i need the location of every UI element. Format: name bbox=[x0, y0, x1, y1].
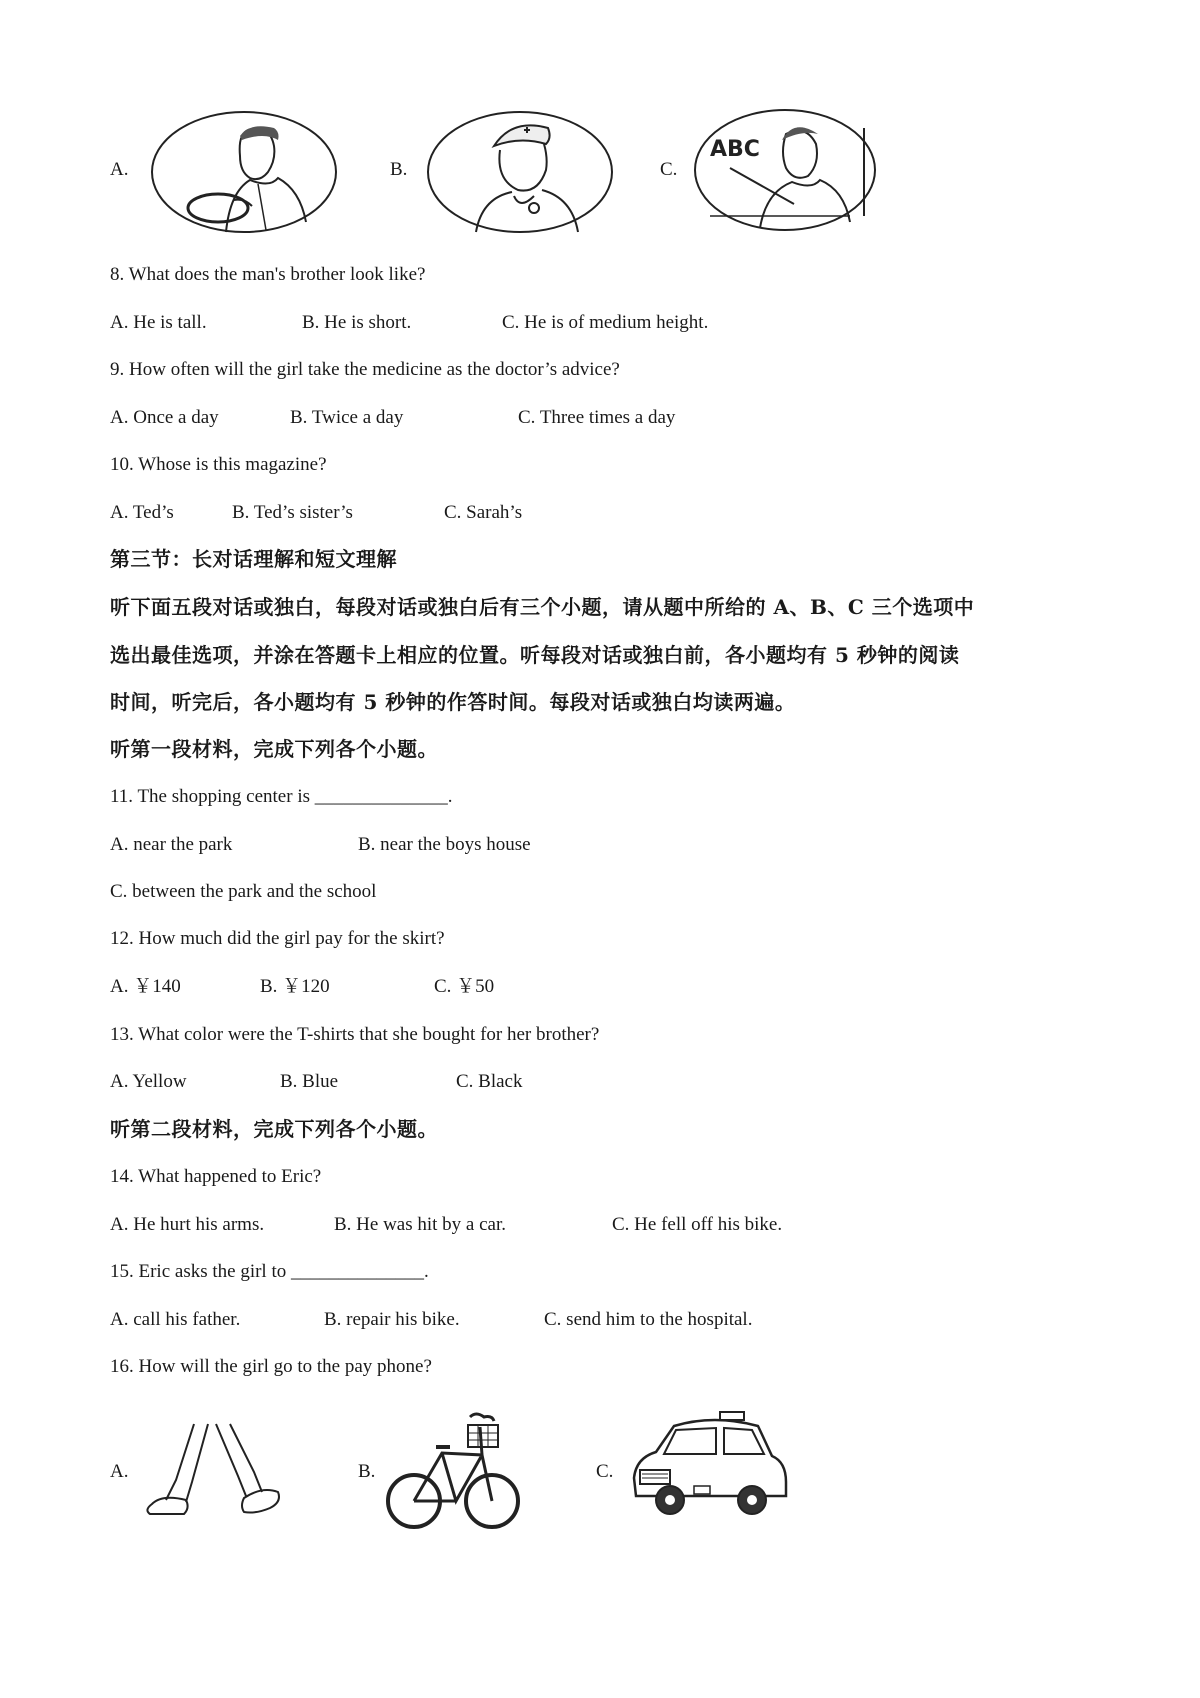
q15-stem: 15. Eric asks the girl to ______________. bbox=[110, 1261, 429, 1282]
q16-option-a-label[interactable]: A. bbox=[110, 1461, 129, 1482]
q11-option-b[interactable]: B. near the boys house bbox=[358, 834, 531, 855]
q12-stem: 12. How much did the girl pay for the skirt? bbox=[110, 928, 445, 949]
q7-option-b-label[interactable]: B. bbox=[390, 159, 408, 180]
q8-option-c[interactable]: C. He is of medium height. bbox=[502, 312, 709, 333]
section3-instruction-line3: 时间，听完后，各小题均有 5 秒钟的作答时间。每段对话或独白均读两遍。 bbox=[110, 690, 796, 714]
q9-option-a[interactable]: A. Once a day bbox=[110, 407, 219, 428]
teacher-icon bbox=[690, 104, 880, 236]
taxi-icon bbox=[624, 1406, 790, 1530]
section3-instruction-line2: 选出最佳选项，并涂在答题卡上相应的位置。听每段对话或独白前，各小题均有 5 秒钟的阅读 bbox=[110, 643, 960, 667]
q8-option-a[interactable]: A. He is tall. bbox=[110, 312, 207, 333]
q9-option-c[interactable]: C. Three times a day bbox=[518, 407, 676, 428]
q14-option-a[interactable]: A. He hurt his arms. bbox=[110, 1214, 265, 1235]
q8-option-b[interactable]: B. He is short. bbox=[302, 312, 412, 333]
q11-option-a[interactable]: A. near the park bbox=[110, 834, 233, 855]
walking-legs-icon bbox=[146, 1420, 286, 1524]
q11-option-c[interactable]: C. between the park and the school bbox=[110, 881, 377, 902]
q8-stem: 8. What does the man's brother look like? bbox=[110, 264, 426, 285]
q7-option-c-label[interactable]: C. bbox=[660, 159, 678, 180]
q12-option-b[interactable]: B. ￥120 bbox=[260, 976, 330, 997]
section3-instruction-line1: 听下面五段对话或独白，每段对话或独白后有三个小题，请从题中所给的 A、B、C 三个选项中 bbox=[110, 595, 975, 619]
q10-option-c[interactable]: C. Sarah’s bbox=[444, 502, 523, 523]
q10-stem: 10. Whose is this magazine? bbox=[110, 454, 327, 475]
q16-option-b-label[interactable]: B. bbox=[358, 1461, 376, 1482]
material2-title: 听第二段材料，完成下列各个小题。 bbox=[110, 1117, 438, 1141]
q15-option-b[interactable]: B. repair his bike. bbox=[324, 1309, 460, 1330]
q15-option-c[interactable]: C. send him to the hospital. bbox=[544, 1309, 753, 1330]
q14-option-c[interactable]: C. He fell off his bike. bbox=[612, 1214, 783, 1235]
q13-option-a[interactable]: A. Yellow bbox=[110, 1071, 187, 1092]
section3-title: 第三节：长对话理解和短文理解 bbox=[110, 547, 397, 571]
q14-option-b[interactable]: B. He was hit by a car. bbox=[334, 1214, 507, 1235]
q13-option-b[interactable]: B. Blue bbox=[280, 1071, 339, 1092]
q13-stem: 13. What color were the T-shirts that she bought for her brother? bbox=[110, 1024, 600, 1045]
bicycle-icon bbox=[384, 1405, 524, 1535]
material1-title: 听第一段材料，完成下列各个小题。 bbox=[110, 737, 438, 761]
q13-option-c[interactable]: C. Black bbox=[456, 1071, 523, 1092]
q15-option-a[interactable]: A. call his father. bbox=[110, 1309, 241, 1330]
q10-option-a[interactable]: A. Ted’s bbox=[110, 502, 174, 523]
q12-option-c[interactable]: C. ￥50 bbox=[434, 976, 495, 997]
q9-stem: 9. How often will the girl take the medicine as the doctor’s advice? bbox=[110, 359, 620, 380]
q14-stem: 14. What happened to Eric? bbox=[110, 1166, 322, 1187]
q10-option-b[interactable]: B. Ted’s sister’s bbox=[232, 502, 353, 523]
doctor-icon bbox=[424, 108, 616, 236]
q9-option-b[interactable]: B. Twice a day bbox=[290, 407, 404, 428]
q11-stem: 11. The shopping center is ______________. bbox=[110, 786, 453, 807]
q12-option-a[interactable]: A. ￥140 bbox=[110, 976, 181, 997]
q7-option-a-label[interactable]: A. bbox=[110, 159, 129, 180]
driver-icon bbox=[148, 108, 340, 236]
q16-option-c-label[interactable]: C. bbox=[596, 1461, 614, 1482]
abc-board-text: ABC bbox=[710, 137, 760, 162]
q16-stem: 16. How will the girl go to the pay phone? bbox=[110, 1356, 432, 1377]
